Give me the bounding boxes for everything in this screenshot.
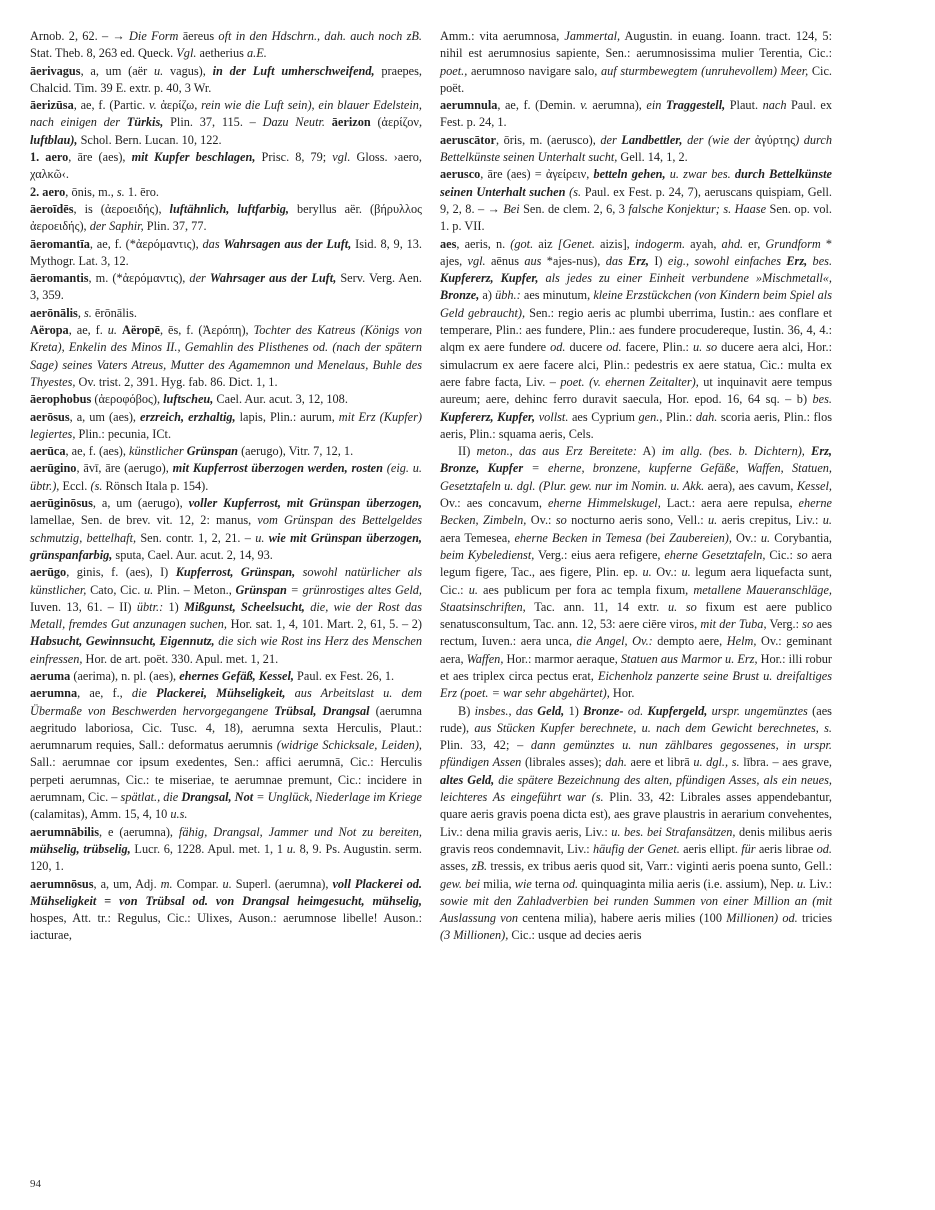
dictionary-entry: B) insbes., das Geld, 1) Bronze- od. Kupfergeld, urspr. ungemünztes (aes rude), aus Stücken Kupfer berechnete, u. nach dem Gewicht berechnetes, s. Plin. 33, 42; – dann gemünztes u. nun zählbares gegossenes, in urspr. pfündigen Assen (librales asses); dah. aere et librā u. dgl., s. lībra. – aes grave, altes Geld, die spätere Bezeichnung des alten, pfündigen Asses, als ein neues, leichteres As eingeführt war (s. Plin. 33, 42: Librales asses appendebantur, quare aeris gravis poena dicta est), aes grave plaustris in aerarium convehentes, Liv.: dena milia gravis aeris, Liv.: u. bes. bei Strafansätzen, denis milibus aeris gravis reos condemnavit, Liv.: häufig der Genet. aeris ellipt. für aeris librae od. asses, zB. tressis, ex tribus aeris quod sit, Varr.: viginti aeris poena sunto, Gell.: gew. bei milia, wie terna od. quinquaginta milia aeris (i.e. assium), Nep. u. Liv.: sowie mit den Zahladverbien bei runden Summen von einer Million an (mit Auslassung von centena milia), habere aeris milies (100 Millionen) od. tricies (3 Millionen), Cic.: usque ad decies aeris	[440, 703, 833, 943]
dictionary-entry: aerōnālis, s. ērōnālis.	[30, 305, 137, 320]
dictionary-entry: āeromantis, m. (*ἀερόμαντις), der Wahrsager aus der Luft, Serv. Verg. Aen. 3, 359.	[30, 271, 422, 303]
dictionary-entry: aerusco, āre (aes) = ἀγείρειν, betteln gehen, u. zwar bes. durch Bettelkünste seinen Unterhalt suchen (s. Paul. ex Fest. p. 24, 7), aeruscans quispiam, Gell. 9, 2, 8. – → Bei Sen. de clem. 2, 6, 3 falsche Konjektur; s. Haase Sen. op. vol. 1. p. VII.	[440, 167, 833, 234]
dictionary-entry: 2. aero, ōnis, m., s. 1. ēro.	[30, 184, 159, 199]
dictionary-entry: āerophobus (ἀεροφόβος), luftscheu, Cael. Aur. acut. 3, 12, 108.	[30, 392, 348, 407]
dictionary-entry: aerūginōsus, a, um (aerugo), voller Kupferrost, mit Grünspan überzogen, lamellae, Sen. de brev. vit. 12, 2: manus, vom Grünspan des Bettelgeldes schmutzig, bettelhaft, Sen. contr. 1, 2, 21. – u. wie mit Grünspan überzogen, grünspanfarbig, sputa, Cael. Aur. acut. 2, 14, 93.	[30, 496, 422, 562]
dictionary-entry: āeromantīa, ae, f. (*ἀερόμαντις), das Wahrsagen aus der Luft, Isid. 8, 9, 13. Mythogr. Lat. 3, 12.	[30, 236, 422, 268]
dictionary-entry: aerūgino, āvī, āre (aerugo), mit Kupferrost überzogen werden, rosten (eig. u. übtr.), Eccl. (s. Rönsch Itala p. 154).	[30, 461, 422, 493]
dictionary-entry: aes, aeris, n. (got. aiz [Genet. aizis], indogerm. ayah, ahd. er, Grundform * ajes, vgl. aēnus aus *ajes-nus), das Erz, I) eig., sowohl einfaches Erz, bes. Kupfererz, Kupfer, als jedes zu einer Einheit verbundene »Mischmetall«, Bronze, a) übh.: aes minutum, kleine Erzstückchen (von Kindern beim Spiel als Geld gebraucht), Sen.: regio aeris ac plumbi uberrima, Iustin.: aes conflare et temperare, Plin.: aes fundere, Plin.: aes fundere procudereque, Iustin. 36, 4, 4.: alqm ex aere fundere od. ducere od. facere, Plin.: u. so ducere aera alci, Hor.: simulacrum ex aere facere alci, Plin.: pedestris ex aere statua, Cic.: multa ex aere fabre facta, Liv. – poet. (v. ehernen Zeitalter), ut inquinavit aere tempus aureum; aere, dehinc ferro duravit saecula, Hor. epod. 16, 64 sq. – b) bes. Kupfererz, Kupfer, vollst. aes Cyprium gen., Plin.: dah. scoria aeris, Plin.: flos aeris, Plin.: squama aeris, Cels.	[440, 236, 833, 441]
dictionary-page	[30, 28, 910, 1188]
dictionary-entry: aerumna, ae, f., die Plackerei, Mühseligkeit, aus Arbeitslast u. dem Übermaße von Beschwerden hervorgegangene Trübsal, Drangsal (aerumna aegritudo laboriosa, Cic. Tusc. 4, 18), aerumna sexta Herculis, Plaut.: aerumnarum requies, Sall.: deformatus aerumnis (widrige Schicksale, Leiden), Sall.: aerumnae cor ipsum exedentes, Sen.: affici aerumnā, Cic.: Herculis perpeti aerumnas, Cic.: te miseriae, te aerumnae premunt, Cic.: incidere in aerumnam, Cic. – spätlat., die Drangsal, Not = Unglück, Niederlage im Kriege (calamitas), Amm. 15, 4, 10 u.s.	[30, 686, 423, 822]
right-column	[440, 28, 832, 945]
dictionary-entry: aerūgo, ginis, f. (aes), I) Kupferrost, Grünspan, sowohl natürlicher als künstlicher, Cato, Cic. u. Plin. – Meton., Grünspan = grünrostiges altes Geld, Iuven. 13, 61. – II) übtr.: 1) Mißgunst, Scheelsucht, die, wie der Rost das Metall, fremdes Gut anzunagen suchen, Hor. sat. 1, 4, 101. Mart. 2, 61, 5. – 2) Habsucht, Gewinnsucht, Eigennutz, die sich wie Rost ins Herz des Menschen einfressen, Hor. de art. poët. 330. Apul. met. 1, 21.	[30, 565, 422, 666]
dictionary-entry: āeroīdēs, is (ἀεροειδής), luftähnlich, luftfarbig, beryllus aër. (βήρυλλος ἀεροειδής), der Saphir, Plin. 37, 77.	[30, 201, 422, 234]
dictionary-entry: āerizūsa, ae, f. (Partic. v. ἀερίζω, rein wie die Luft sein), ein blauer Edelstein, nach einigen der Türkis, Plin. 37, 115. – Dazu Neutr. āerizon (ἀερίζον, luftblau), Schol. Bern. Lucan. 10, 122.	[30, 98, 423, 147]
dictionary-entry: 1. aero, āre (aes), mit Kupfer beschlagen, Prisc. 8, 79; vgl. Gloss. ›aero, χαλκῶ‹.	[30, 150, 422, 182]
dictionary-entry: aeruma (aerima), n. pl. (aes), ehernes Gefäß, Kessel, Paul. ex Fest. 26, 1.	[30, 668, 395, 683]
dictionary-entry: Amm.: vita aerumnosa, Jammertal, Augustin. in euang. Ioann. tract. 124, 5: nihil est aerumnosius sapiente, Sen.: aerumnosissima mulier Terentia, Cic.: poet., aerumnoso navigare salo, auf sturmbewegtem (unruhevollem) Meer, Cic. poët.	[440, 29, 832, 95]
dictionary-entry: aerumnula, ae, f. (Demin. v. aerumna), ein Traggestell, Plaut. nach Paul. ex Fest. p. 24, 1.	[440, 98, 832, 130]
left-column	[30, 28, 422, 945]
dictionary-entry: Aëropa, ae, f. u. Aëropē, ēs, f. (Ἀερόπη), Tochter des Katreus (Königs von Kreta), Enkelin des Minos II., Gemahlin des Plisthenes od. (nach der spätern Sage) seines Vaters Atreus, Mutter des Agamemnon und Menelaus, Buhle des Thyestes, Ov. trist. 2, 391. Hyg. fab. 86. Dict. 1, 1.	[30, 323, 423, 389]
page-number: 94	[30, 1178, 41, 1190]
dictionary-entry: āerivagus, a, um (aër u. vagus), in der Luft umherschweifend, praepes, Chalcid. Tim. 39 E. extr. p. 40, 3 Wr.	[30, 63, 422, 95]
dictionary-entry: II) meton., das aus Erz Bereitete: A) im allg. (bes. b. Dichtern), Erz, Bronze, Kupfer = eherne, bronzene, kupferne Gefäße, Waffen, Statuen, Gesetztafeln u. dgl. (Plur. gew. nur im Nomin. u. Akk. aera), aes cavum, Kessel, Ov.: aes concavum, eherne Himmelskugel, Lact.: aera aere repulsa, eherne Becken, Zimbeln, Ov.: so nocturno aeris sono, Vell.: u. aeris crepitus, Liv.: u. aera Temesea, eherne Becken in Temesa (bei Zaubereien), Ov.: u. Corybantia, beim Kybeledienst, Verg.: eius aera refigere, eherne Gesetztafeln, Cic.: so aera legum figere, Tac., aes figere, Plin. ep. u. Ov.: u. legum aera liquefacta sunt, Cic.: u. aes publicum per fora ac templa fixum, metallene Maueranschläge, Staatsinschriften, Tac. ann. 11, 14 extr. u. so fixum est aere publico senatusconsultum, Tac. ann. 12, 53: aere ciēre viros, mit der Tuba, Verg.: so aes rectum, Iuven.: aera unca, die Angel, Ov.: dempto aere, Helm, Ov.: geminant aera, Waffen, Hor.: marmor aeraque, Statuen aus Marmor u. Erz, Hor.: illi robur et aes triplex circa pectus erat, Eichenholz panzerte seine Brust u. dreifaltiges Erz (poet. = war sehr abgehärtet), Hor.	[440, 444, 833, 701]
dictionary-entry: aerumnōsus, a, um, Adj. m. Compar. u. Superl. (aerumna), voll Plackerei od. Mühseligkeit = von Trübsal od. von Drangsal heimgesucht, mühselig, hospes, Att. tr.: Regulus, Cic.: Ulixes, Auson.: aerumnose libelle! Auson.: iacturae,	[30, 876, 422, 943]
dictionary-entry: aerōsus, a, um (aes), erzreich, erzhaltig, lapis, Plin.: aurum, mit Erz (Kupfer) legiertes, Plin.: pecunia, ICt.	[30, 409, 422, 441]
dictionary-entry: Arnob. 2, 62. – → Die Form āereus oft in den Hdschrn., dah. auch noch zB. Stat. Theb. 8, 263 ed. Queck. Vgl. aetherius a.E.	[30, 29, 423, 61]
dictionary-entry: aeruscātor, ōris, m. (aerusco), der Landbettler, der (wie der ἀγύρτης) durch Bettelkünste seinen Unterhalt sucht, Gell. 14, 1, 2.	[440, 132, 832, 165]
dictionary-entry: aerūca, ae, f. (aes), künstlicher Grünspan (aerugo), Vitr. 7, 12, 1.	[30, 444, 354, 459]
dictionary-entry: aerumnābilis, e (aerumna), fähig, Drangsal, Jammer und Not zu bereiten, mühselig, trübselig, Lucr. 6, 1228. Apul. met. 1, 1 u. 8, 9. Ps. Augustin. serm. 120, 1.	[30, 824, 423, 874]
